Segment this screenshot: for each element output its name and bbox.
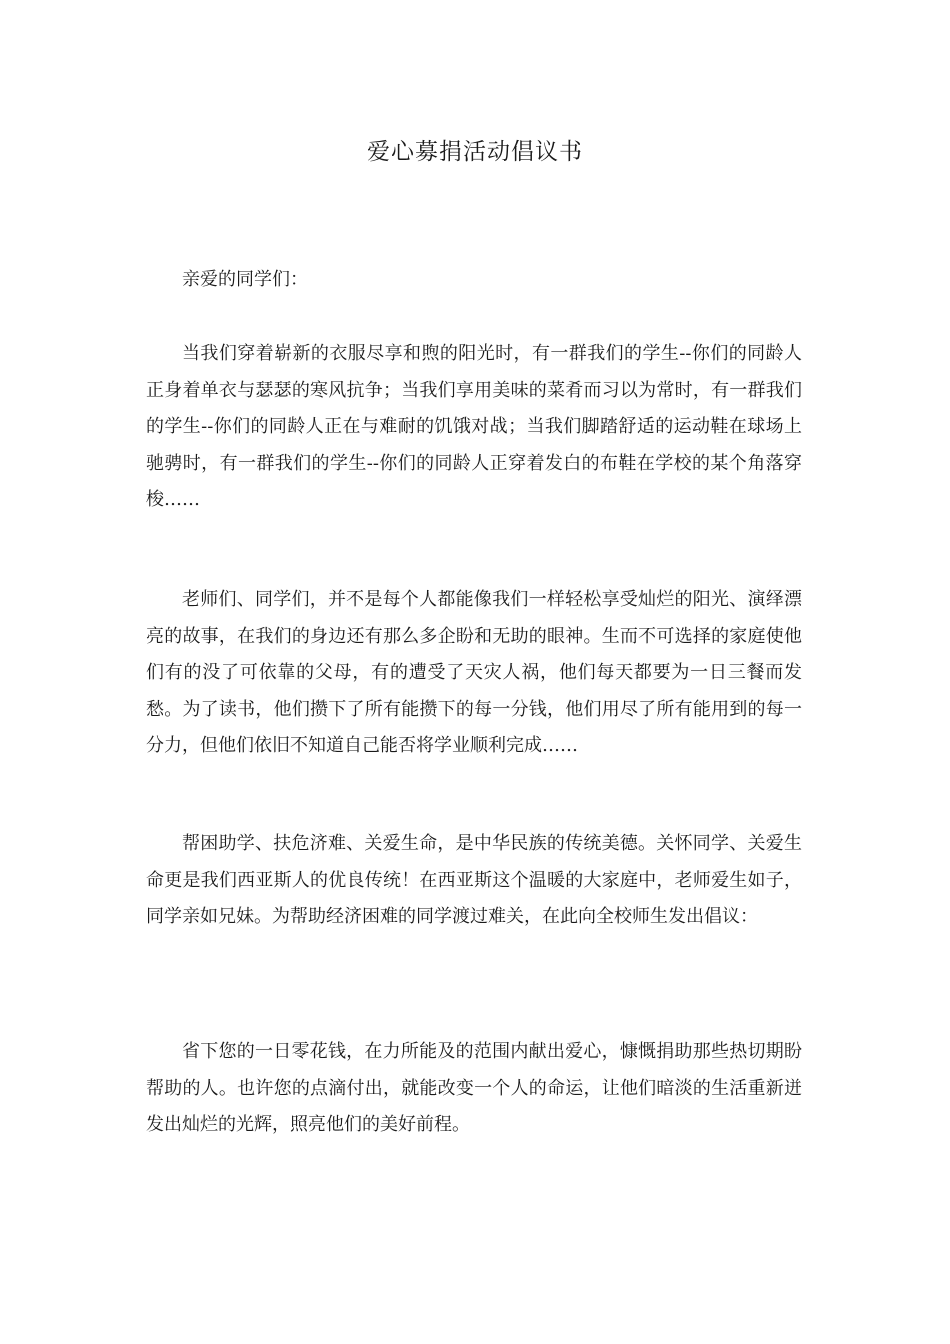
salutation: 亲爱的同学们： (182, 269, 308, 290)
paragraph-4: 省下您的一日零花钱，在力所能及的范围内献出爱心，慷慨捐助那些热切期盼帮助的人。也许您的点滴付出，就能改变一个人的命运，让他们暗淡的生活重新迸发出灿烂的光辉，照亮他们的美好前程。 (146, 1041, 802, 1136)
paragraph-2: 老师们、同学们，并不是每个人都能像我们一样轻松享受灿烂的阳光、演绎漂亮的故事，在我们的身边还有那么多企盼和无助的眼神。生而不可选择的家庭使他们有的没了可依靠的父母，有的遭受了天灾人祸，他们每天都要为一日三餐而发愁。为了读书，他们攒下了所有能攒下的每一分钱，他们用尽了所有能用到的每一分力，但他们依旧不知道自己能否将学业顺利完成…… (146, 589, 802, 757)
paragraph-1: 当我们穿着崭新的衣服尽享和煦的阳光时，有一群我们的学生--你们的同龄人正身着单衣与瑟瑟的寒风抗争；当我们享用美味的菜肴而习以为常时，有一群我们的学生--你们的同龄人正在与难耐的饥饿对战；当我们脚踏舒适的运动鞋在球场上驰骋时，有一群我们的学生--你们的同龄人正穿着发白的布鞋在学校的某个角落穿梭…… (146, 343, 802, 511)
document-title: 爱心募捐活动倡议书 (367, 139, 583, 165)
paragraph-3: 帮困助学、扶危济难、关爱生命，是中华民族的传统美德。关怀同学、关爱生命更是我们西亚斯人的优良传统！在西亚斯这个温暖的大家庭中，老师爱生如子，同学亲如兄妹。为帮助经济困难的同学渡过难关，在此向全校师生发出倡议： (146, 833, 802, 928)
